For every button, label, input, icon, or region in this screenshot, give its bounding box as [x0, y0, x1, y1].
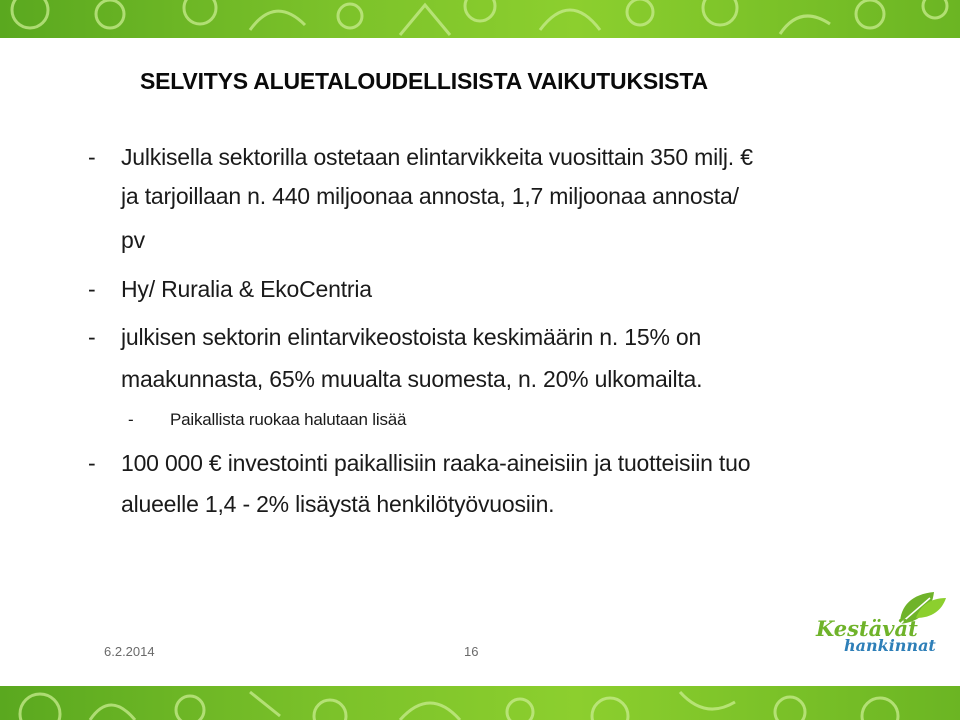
bullet-dash: -: [88, 144, 96, 170]
sub-bullet-line: Paikallista ruokaa halutaan lisää: [170, 410, 407, 429]
bullet-dash: -: [88, 450, 96, 476]
sub-bullet-dash: -: [128, 410, 134, 429]
bullet-line: alueelle 1,4 - 2% lisäystä henkilötyövuosiin.: [121, 491, 555, 517]
bullet-line: julkisen sektorin elintarvikeostoista keskimäärin n. 15% on: [121, 324, 702, 350]
bullet-line: Julkisella sektorilla ostetaan elintarvikkeita vuosittain 350 milj. €: [121, 144, 753, 170]
food-pattern-icon: [0, 686, 960, 720]
bottom-decorative-banner: [0, 686, 960, 720]
bullet-line: maakunnasta, 65% muualta suomesta, n. 20% ulkomailta.: [121, 366, 703, 392]
slide-title: SELVITYS ALUETALOUDELLISISTA VAIKUTUKSISTA: [140, 68, 708, 94]
bullet-line: Hy/ Ruralia & EkoCentria: [121, 276, 372, 302]
page-number: 16: [464, 644, 479, 659]
logo-text-line2: hankinnat: [844, 636, 936, 655]
food-pattern-icon: [0, 0, 960, 38]
bullet-dash: -: [88, 324, 96, 350]
logo-text-line1: Kestävät: [816, 616, 918, 641]
bullet-dash: -: [88, 276, 96, 302]
kestavat-hankinnat-logo: [810, 588, 950, 658]
top-decorative-banner: [0, 0, 960, 38]
footer-date: 6.2.2014: [104, 644, 155, 659]
bullet-line: ja tarjoillaan n. 440 miljoonaa annosta, 1,7 miljoonaa annosta/: [121, 183, 739, 209]
bullet-line: 100 000 € investointi paikallisiin raaka-aineisiin ja tuotteisiin tuo: [121, 450, 751, 476]
bullet-line: pv: [121, 227, 145, 253]
